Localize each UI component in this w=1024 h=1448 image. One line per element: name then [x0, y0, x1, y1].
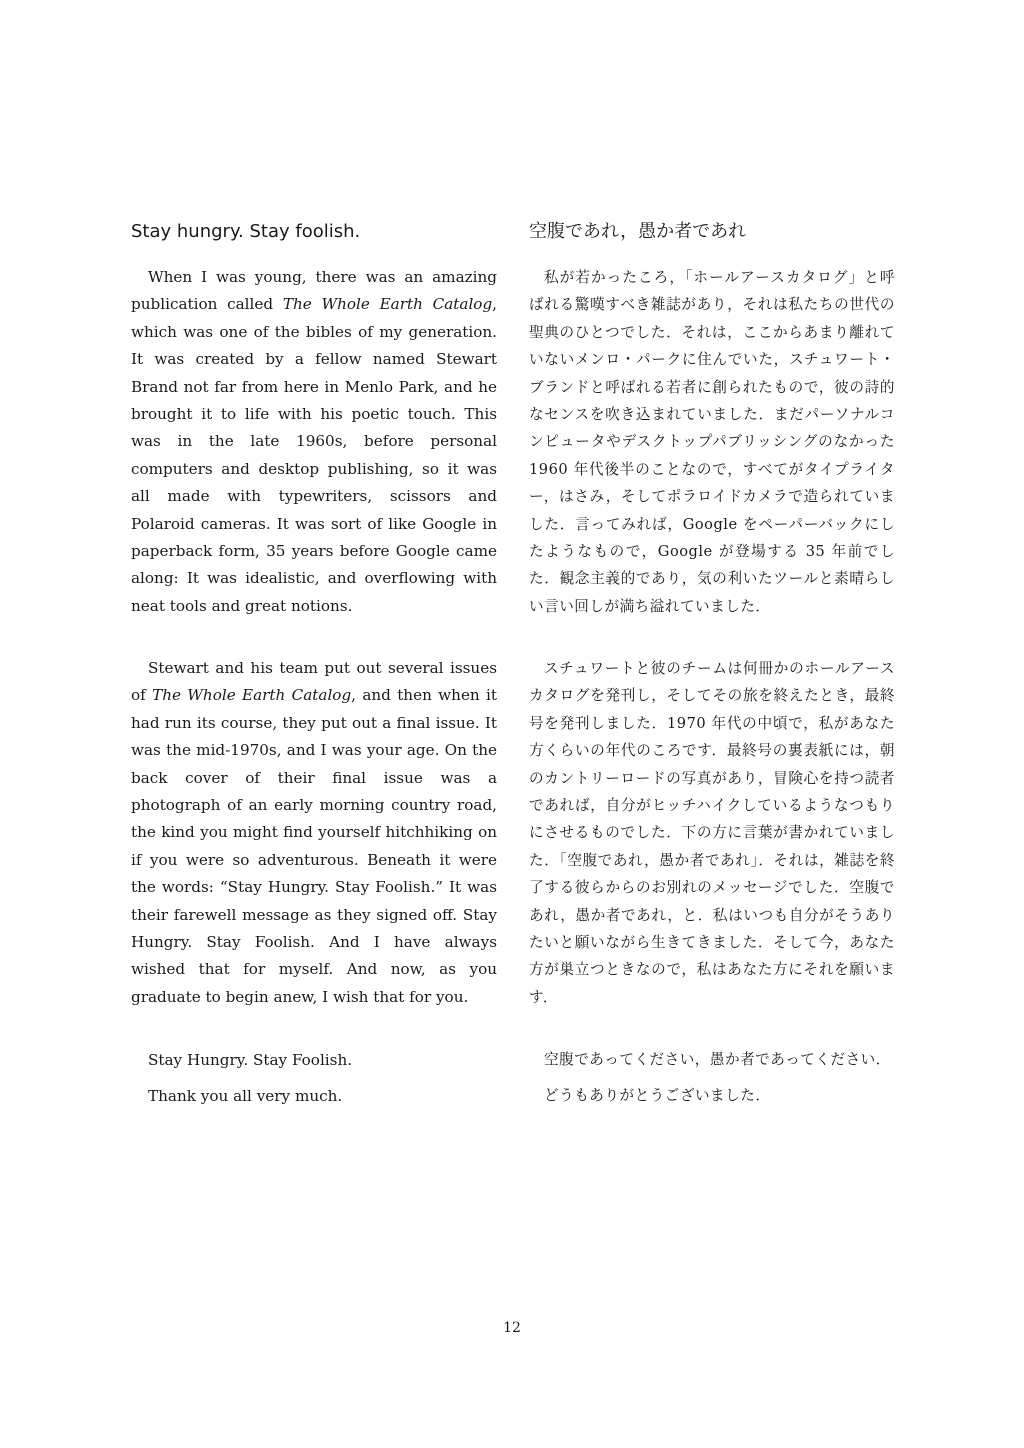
japanese-closing-line-2: どうもありがとうございました． [544, 1087, 771, 1104]
english-paragraph-2-catalog-title: The Whole Earth Catalog [152, 686, 352, 705]
english-paragraph-2-text-end: , and then when it had run its course, they put out a final issue. It was the mid-1970s, and I was your age. On the back cover of their final issue was a photograph of an early morning country road, the kind you might find yourself hitchhiking on if you were so adventurous. Beneath it were the words: “Stay Hungry. Stay Foolish.” It was their farewell message as they signed off. Stay Hungry. Stay Foolish. And I have always wished that for myself. And now, as you graduate to begin anew, I wish that for you. [131, 686, 497, 1006]
english-heading: Stay hungry. Stay foolish. [131, 221, 361, 242]
english-paragraph-1-text-start: When I was young, there was an amazing publication called [131, 268, 497, 314]
japanese-paragraph-2: スチュワートと彼のチームは何冊かのホールアースカタログを発刊し，そしてその旅を終えたとき，最終号を発刊しました．1970 年代の中頃で，私があなた方くらいの年代のころです．最終号の裏表紙には，朝のカントリーロードの写真があり，冒険心を持つ読者であれば，自分がヒッチハイクしているようなつもりにさせるものでした．下の方に言葉が書かれていました．「空腹であれ，愚か者であれ」．それは，雑誌を終了する彼らからのお別れのメッセージでした．空腹であれ，愚か者であれ，と．私はいつも自分がそうありたいと願いながら生きてきました．そして今，あなた方が巣立つときなので，私はあなた方にそれを願います． [529, 660, 895, 1006]
japanese-paragraph-1: 私が若かったころ，「ホールアースカタログ」と呼ばれる驚嘆すべき雑誌があり，それは私たちの世代の聖典のひとつでした．それは，ここからあまり離れていないメンロ・パークに住んでいた，スチュワート・ブランドと呼ばれる若者に創られたもので，彼の詩的なセンスを吹き込まれていました．まだパーソナルコンピュータやデスクトップパブリッシングのなかった 1960 年代後半のことなので，すべてがタイプライター，はさみ，そしてポラロイドカメラで造られていました．言ってみれば，Google をペーパーバックにしたようなもので，Google が登場する 35 年前でした．観念主義的であり，気の利いたツールと素晴らしい言い回しが満ち溢れていました． [529, 269, 895, 615]
english-closing-line-1: Stay Hungry. Stay Foolish. [148, 1051, 353, 1069]
english-paragraph-1-text-end: , which was one of the bibles of my generation. It was created by a fellow named Stewart Brand not far from here in Menlo Park, and he brought it to life with his poetic touch. This was in the late 1960s, before personal computers and desktop publishing, so it was all made with typewriters, scissors and Polaroid cameras. It was sort of like Google in paperback form, 35 years before Google came along: It was idealistic, and overflowing with neat tools and great notions. [131, 295, 497, 615]
english-paragraph-2 [131, 655, 497, 1011]
english-paragraph-1 [131, 264, 497, 620]
japanese-closing-line-1: 空腹であってください，愚か者であってください． [544, 1051, 891, 1068]
english-paragraph-1-catalog-title: The Whole Earth Catalog [282, 295, 493, 314]
english-paragraph-2-text-start: Stewart and his team put out several issues of [131, 659, 497, 705]
page-number: 12 [503, 1320, 521, 1336]
english-closing-line-2: Thank you all very much. [148, 1087, 343, 1105]
japanese-heading: 空腹であれ，愚か者であれ [529, 221, 747, 242]
